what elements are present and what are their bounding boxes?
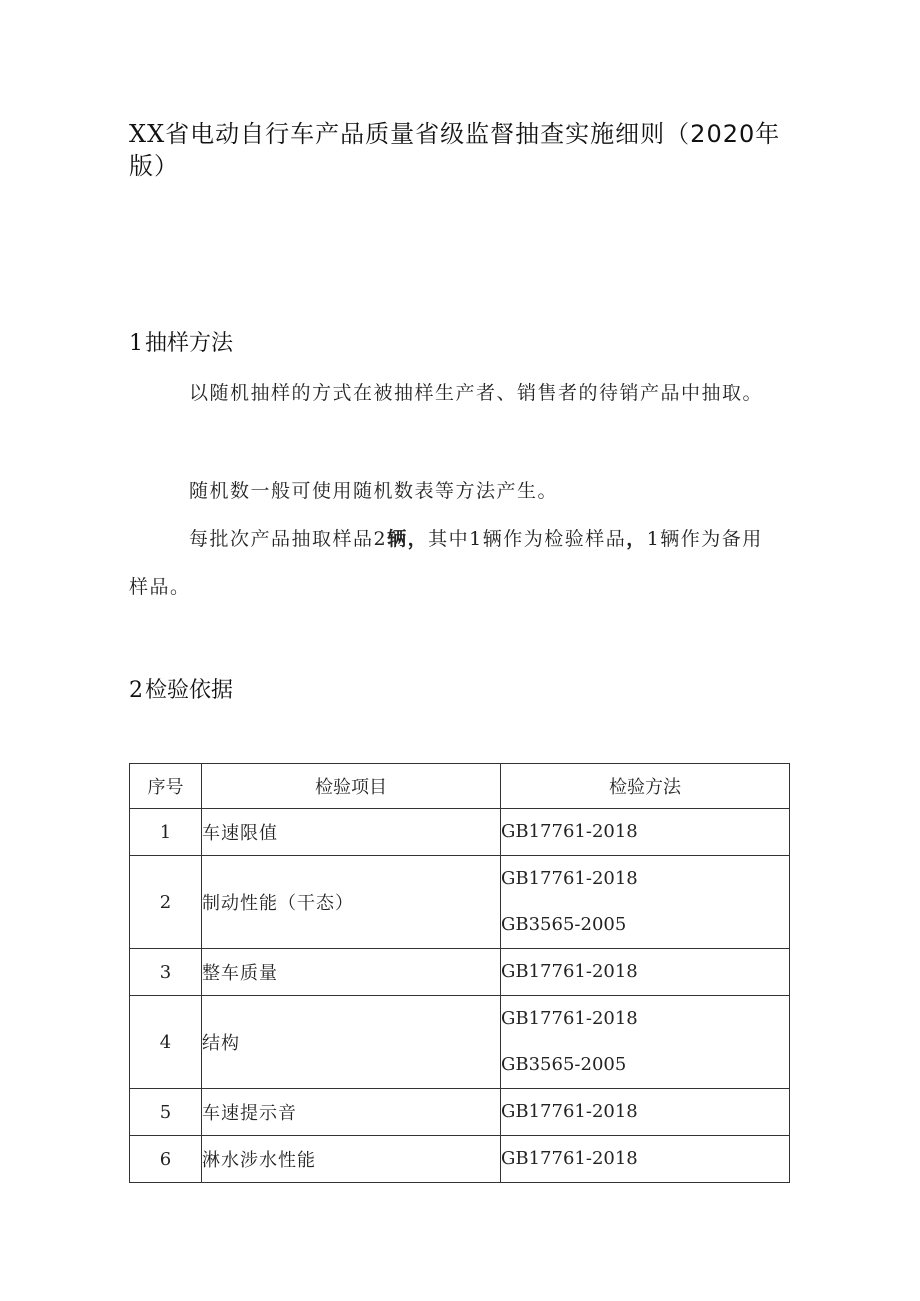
header-inspection-method: 检验方法 — [501, 764, 790, 809]
standard-code: GB17761-2018 — [501, 961, 638, 982]
cell-inspection-method — [501, 1089, 790, 1136]
document-title — [129, 118, 789, 182]
standard-code: GB17761-2018 — [501, 868, 638, 889]
inspection-items-table — [129, 763, 790, 1183]
cell-serial-number: 5 — [130, 1089, 202, 1136]
cell-inspection-item: 车速限值 — [202, 809, 501, 856]
cell-inspection-item: 车速提示音 — [202, 1089, 501, 1136]
section-heading-sampling — [129, 329, 233, 359]
table-row — [130, 949, 790, 996]
section-number: 1 — [129, 331, 143, 356]
standard-code: GB3565-2005 — [501, 914, 627, 935]
cell-inspection-method — [501, 856, 790, 949]
cell-serial-number: 3 — [130, 949, 202, 996]
cell-serial-number: 6 — [130, 1136, 202, 1183]
cell-inspection-item: 淋水涉水性能 — [202, 1136, 501, 1183]
text-fragment: 其中1辆作为检验样品 — [428, 528, 627, 550]
table-row — [130, 1136, 790, 1183]
section-number: 2 — [129, 678, 143, 703]
standard-code: GB3565-2005 — [501, 1054, 627, 1075]
cell-inspection-item: 结构 — [202, 996, 501, 1089]
paragraph-sample-quantity — [129, 515, 779, 611]
cell-inspection-item: 制动性能（干态） — [202, 856, 501, 949]
title-prefix: XX — [129, 120, 166, 148]
cell-inspection-item: 整车质量 — [202, 949, 501, 996]
header-serial-number: 序号 — [130, 764, 202, 809]
standard-code: GB17761-2018 — [501, 1148, 638, 1169]
table-row — [130, 809, 790, 856]
standard-code: GB17761-2018 — [501, 821, 638, 842]
standard-code: GB17761-2018 — [501, 1008, 638, 1029]
cell-inspection-method — [501, 1136, 790, 1183]
standard-code: GB17761-2018 — [501, 1101, 638, 1122]
cell-inspection-method — [501, 809, 790, 856]
table-row — [130, 856, 790, 949]
table-row — [130, 996, 790, 1089]
text-fragment: 每批次产品抽取样品2 — [189, 528, 388, 550]
paragraph-random-number: 随机数一般可使用随机数表等方法产生。 — [189, 480, 559, 502]
title-main: 省电动自行车产品质量省级监督抽查实施细则（2020年版） — [129, 120, 781, 180]
section-heading-inspection-basis — [129, 676, 233, 706]
header-inspection-item: 检验项目 — [202, 764, 501, 809]
section-heading-text: 检验依据 — [145, 678, 234, 703]
table-row — [130, 1089, 790, 1136]
cell-serial-number: 4 — [130, 996, 202, 1089]
cell-serial-number: 1 — [130, 809, 202, 856]
cell-inspection-method — [501, 949, 790, 996]
paragraph-sampling-method: 以随机抽样的方式在被抽样生产者、销售者的待销产品中抽取。 — [189, 382, 764, 404]
cell-serial-number: 2 — [130, 856, 202, 949]
text-fragment: 1辆作为备用样品。 — [129, 528, 763, 598]
text-fragment-bold: 辆， — [387, 528, 429, 550]
text-fragment-bold: ， — [626, 528, 647, 550]
cell-inspection-method — [501, 996, 790, 1089]
section-heading-text: 抽样方法 — [145, 331, 234, 356]
table-header-row — [130, 764, 790, 809]
